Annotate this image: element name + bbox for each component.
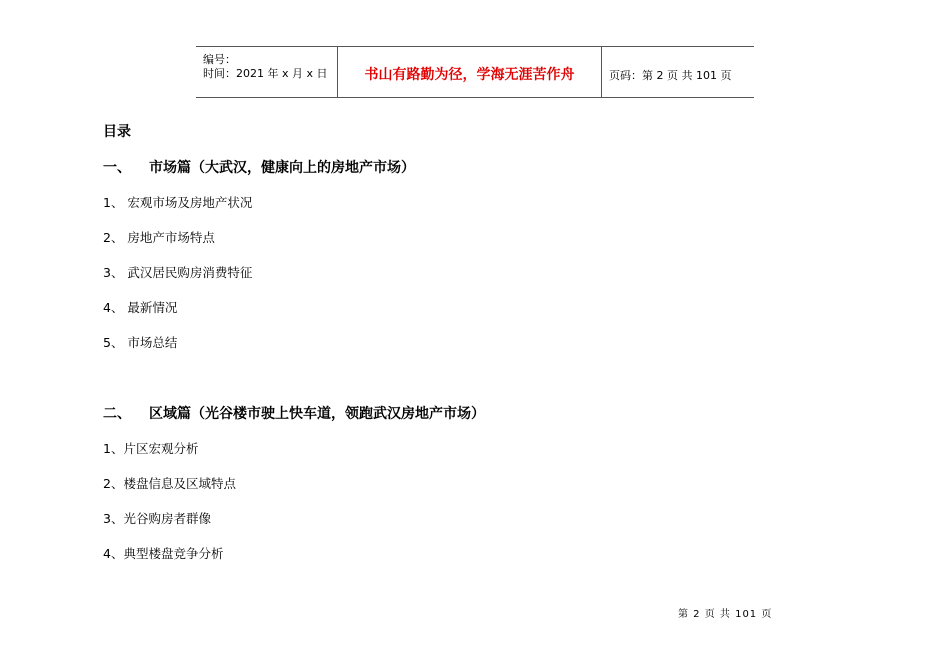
header-motto-cell — [338, 47, 602, 97]
toc-section-2-title: 区域篇（光谷楼市驶上快车道，领跑武汉房地产市场） — [149, 406, 485, 422]
header-motto: 书山有路勤为径，学海无涯苦作舟 — [364, 67, 575, 83]
toc-title: 目录 — [103, 124, 131, 140]
toc-item: 4、 最新情况 — [103, 300, 178, 315]
toc-item: 4、典型楼盘竞争分析 — [103, 546, 224, 561]
toc-item: 2、 房地产市场特点 — [103, 230, 215, 245]
header-time-label: 时间：2021 年 x 月 x 日 — [203, 67, 328, 80]
toc-item: 1、片区宏观分析 — [103, 441, 199, 456]
header-page-code: 页码：第 2 页 共 101 页 — [609, 69, 732, 82]
toc-item: 3、光谷购房者群像 — [103, 511, 211, 526]
toc-item: 1、 宏观市场及房地产状况 — [103, 195, 253, 210]
toc-item: 3、 武汉居民购房消费特征 — [103, 265, 253, 280]
header-page-cell — [602, 47, 754, 97]
toc-section-1-number: 一、 — [103, 160, 131, 176]
document-header — [196, 46, 754, 98]
toc-item: 2、楼盘信息及区域特点 — [103, 476, 236, 491]
page-footer: 第 2 页 共 101 页 — [678, 609, 773, 620]
toc-item: 5、 市场总结 — [103, 335, 178, 350]
header-meta-cell — [196, 47, 338, 97]
toc-section-1-title: 市场篇（大武汉，健康向上的房地产市场） — [149, 160, 415, 176]
toc-section-2-number: 二、 — [103, 406, 131, 422]
header-number-label: 编号： — [203, 53, 236, 66]
